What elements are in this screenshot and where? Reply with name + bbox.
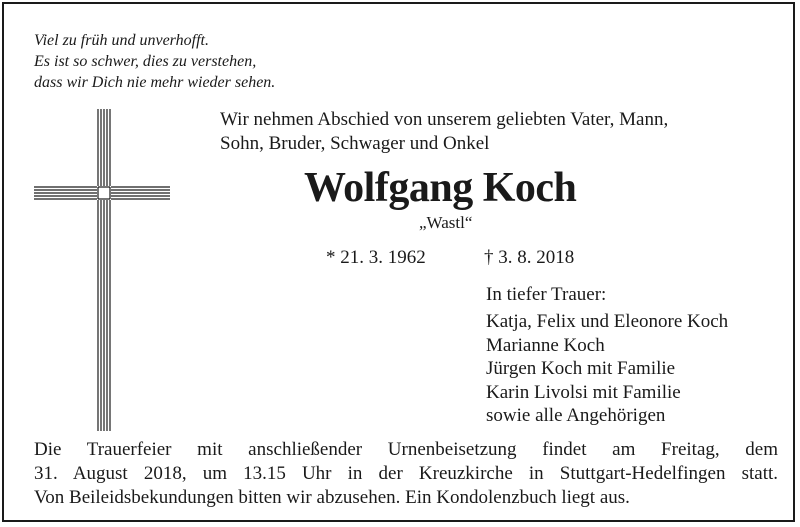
poem-line: dass wir Dich nie mehr wieder sehen.: [34, 74, 276, 91]
list-item: Katja, Felix und Eleonore Koch: [486, 311, 729, 332]
death-date: † 3. 8. 2018: [484, 247, 575, 268]
latin-cross-icon: [34, 109, 174, 431]
notice-line: 31. August 2018, um 13.15 Uhr in der Kreuzkirche in Stuttgart-Hedelfingen statt.: [34, 463, 778, 484]
farewell-intro: [220, 108, 780, 156]
obituary-frame: [2, 2, 795, 522]
poem-line: Es ist so schwer, dies zu verstehen,: [34, 53, 257, 70]
funeral-notice: [34, 438, 778, 510]
notice-line: Von Beileidsbekundungen bitten wir abzusehen. Ein Kondolenzbuch liegt aus.: [34, 487, 630, 508]
intro-line: Wir nehmen Abschied von unserem geliebten Vater, Mann,: [220, 109, 669, 130]
list-item: Marianne Koch: [486, 334, 605, 356]
mourners-list: [486, 310, 728, 428]
memorial-poem: [34, 30, 275, 93]
deceased-name: Wolfgang Koch: [304, 165, 577, 211]
mourning-heading: In tiefer Trauer:: [486, 284, 607, 305]
intro-line: Sohn, Bruder, Schwager und Onkel: [220, 133, 490, 154]
list-item: Jürgen Koch mit Familie: [486, 358, 676, 379]
notice-line: Die Trauerfeier mit anschließender Urnenbeisetzung findet am Freitag, dem: [34, 439, 778, 460]
deceased-nickname: „Wastl“: [419, 213, 473, 232]
birth-date: * 21. 3. 1962: [326, 247, 426, 268]
list-item: Karin Livolsi mit Familie: [486, 381, 681, 403]
poem-line: Viel zu früh und unverhofft.: [34, 32, 209, 49]
list-item: sowie alle Angehörigen: [486, 405, 666, 426]
